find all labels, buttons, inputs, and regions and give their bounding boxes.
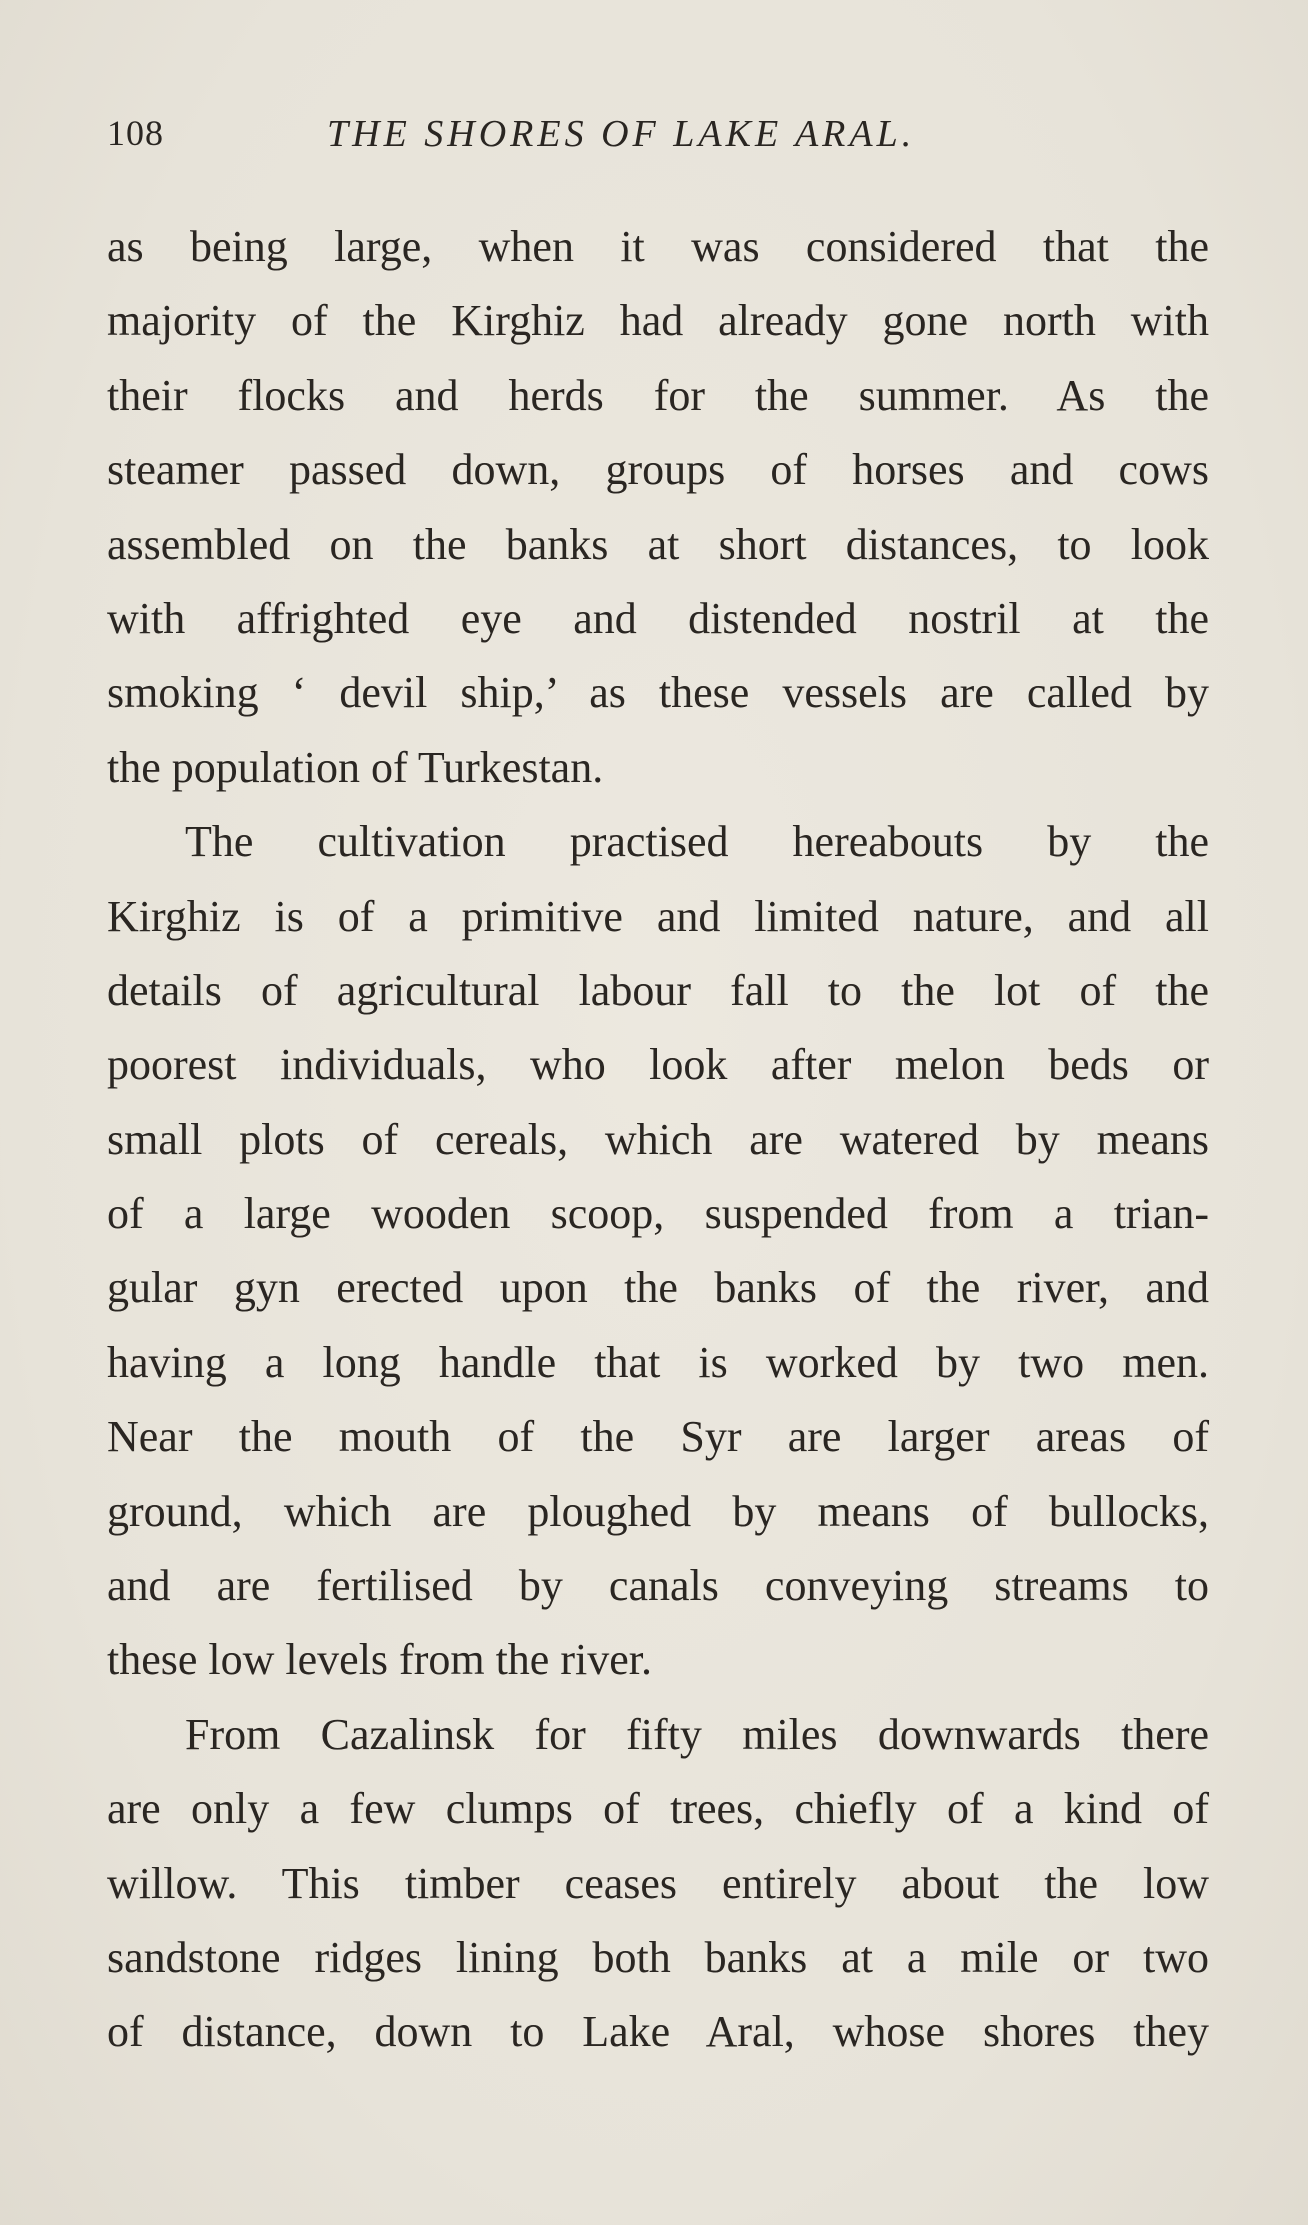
text-line: having a long handle that is worked by two men. [107, 1337, 1209, 1387]
text-line: with affrighted eye and distended nostril at the [107, 593, 1209, 643]
text-line: steamer passed down, groups of horses and cows [107, 445, 1209, 495]
text-line: and are fertilised by canals conveying streams to [107, 1561, 1209, 1611]
text-line: majority of the Kirghiz had already gone north with [107, 296, 1209, 346]
text-line: their flocks and herds for the summer. As the [107, 370, 1209, 420]
page-header [107, 112, 1217, 164]
text-line: of a large wooden scoop, suspended from a trian- [107, 1189, 1209, 1239]
text-line: The cultivation practised hereabouts by the [185, 817, 1209, 867]
text-line: are only a few clumps of trees, chiefly of a kind of [107, 1784, 1209, 1834]
text-line: of distance, down to Lake Aral, whose shores they [107, 2007, 1209, 2057]
text-line: sandstone ridges lining both banks at a mile or two [107, 1932, 1209, 1982]
text-line: Near the mouth of the Syr are larger areas of [107, 1412, 1209, 1462]
text-line: willow. This timber ceases entirely about the low [107, 1858, 1209, 1908]
text-line: these low levels from the river. [107, 1635, 652, 1685]
text-line: assembled on the banks at short distances, to look [107, 519, 1209, 569]
body-text [107, 210, 1209, 2070]
text-line: From Cazalinsk for fifty miles downwards there [185, 1709, 1209, 1759]
text-line: gular gyn erected upon the banks of the river, and [107, 1263, 1209, 1313]
text-line: smoking ‘ devil ship,’ as these vessels are called by [107, 668, 1209, 718]
text-line: ground, which are ploughed by means of bullocks, [107, 1486, 1209, 1536]
page-number: 108 [107, 113, 164, 153]
text-line: Kirghiz is of a primitive and limited nature, and all [107, 891, 1209, 941]
text-line: details of agricultural labour fall to the lot of the [107, 965, 1209, 1015]
text-line: the population of Turkestan. [107, 742, 604, 792]
running-head: THE SHORES OF LAKE ARAL. [327, 113, 916, 155]
text-line: as being large, when it was considered that the [107, 222, 1209, 271]
text-line: small plots of cereals, which are watered by means [107, 1114, 1209, 1164]
text-line: poorest individuals, who look after melon beds or [107, 1040, 1209, 1090]
